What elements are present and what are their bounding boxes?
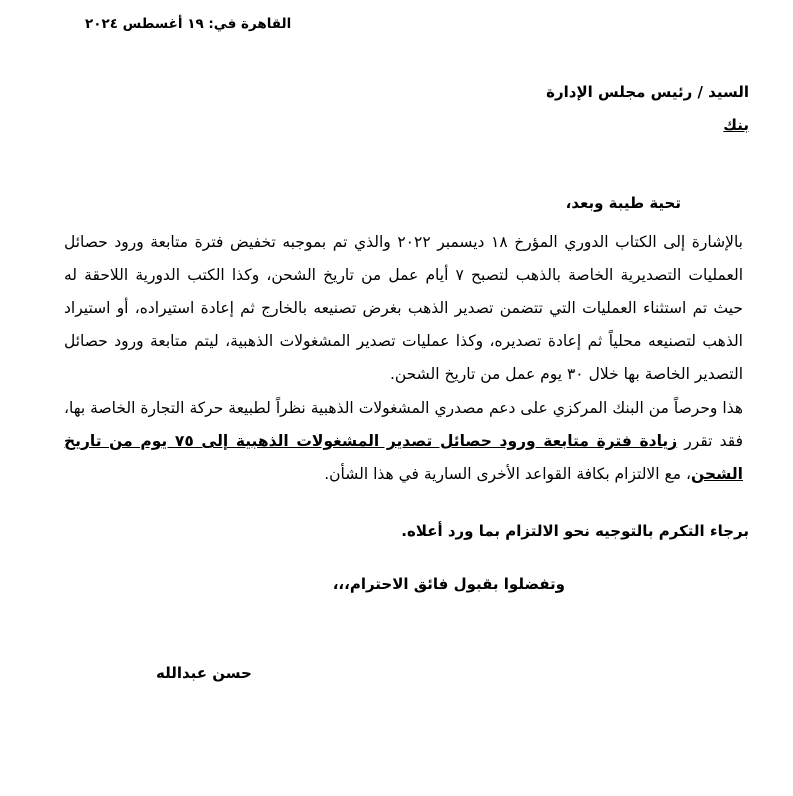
recipient-title: السيد / رئيس مجلس الإدارة <box>546 83 749 101</box>
paragraph-decision <box>64 392 743 491</box>
signature-name: حسن عبدالله <box>156 664 252 682</box>
recipient-block <box>546 76 749 142</box>
paragraph-decision-prefix: هذا وحرصاً من البنك المركزي على دعم مصدري المشغولات الذهبية نظراً لطبيعة حركة التجارة الخاصة بها، فقد تقرر <box>64 399 744 450</box>
date-line: القاهرة في: ١٩ أغسطس ٢٠٢٤ <box>85 16 292 32</box>
paragraph-reference: بالإشارة إلى الكتاب الدوري المؤرخ ١٨ ديسمبر ٢٠٢٢ والذي تم بموجبه تخفيض فترة متابعة ورود حصائل العمليات التصديرية الخاصة بالذهب لتصبح ٧ أيام عمل من تاريخ الشحن، وكذا الكتب الدورية اللاحقة له حيث تم استثناء العمليات التي تتضمن تصدير الذهب بغرض تصنيعه بالخارج ثم إعادة استيراده، أو استيراد الذهب لتصنيعه محلياً ثم إعادة تصديره، وكذا عمليات تصدير المشغولات الذهبية، ليتم متابعة ورود حصائل التصدير الخاصة بها خلال ٣٠ يوم عمل من تاريخ الشحن. <box>64 233 744 383</box>
closing-line: وتفضلوا بقبول فائق الاحترام،،، <box>332 575 565 593</box>
recipient-bank: بنك <box>723 116 749 134</box>
paragraph-decision-emphasis: زيادة فترة متابعة ورود حصائل تصدير المشغولات الذهبية إلى ٧٥ يوم من تاريخ الشحن <box>64 432 743 483</box>
greeting-line: تحية طيبة وبعد، <box>565 194 681 212</box>
paragraph-decision-suffix: ، مع الالتزام بكافة القواعد الأخرى السارية في هذا الشأن. <box>324 465 691 483</box>
request-line: برجاء التكرم بالتوجيه نحو الالتزام بما ورد أعلاه. <box>401 522 749 540</box>
